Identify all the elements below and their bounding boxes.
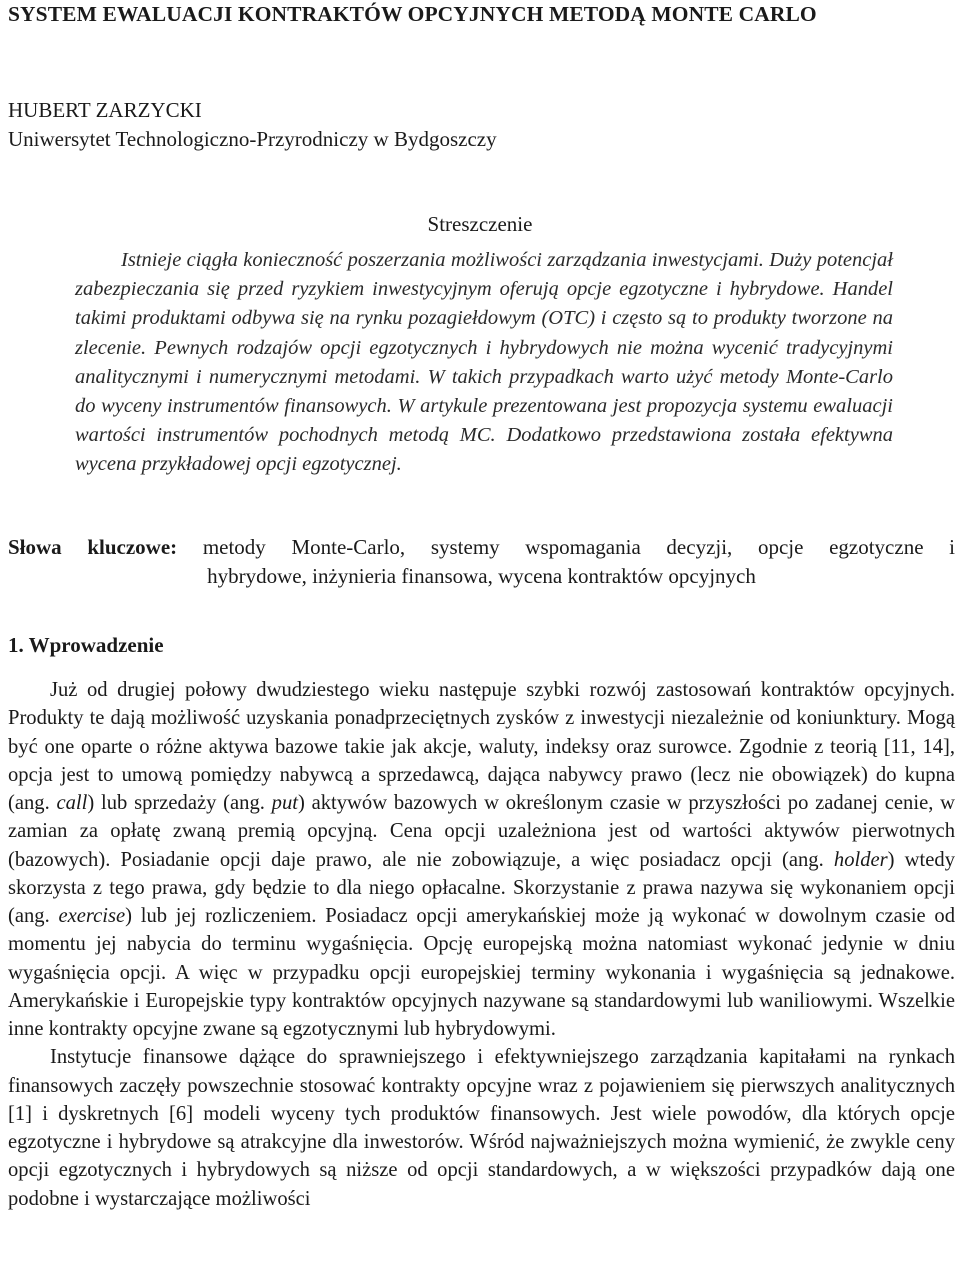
keywords-line-1: [8, 533, 955, 562]
keywords-list-part-1: metody Monte-Carlo, systemy wspomagania decyzji, opcje egzotyczne i: [202, 535, 956, 559]
body-text-fragment: ) lub jej rozliczeniem. Posiadacz opcji amerykańskiej może ją wykonać w dowolnym czasie od momentu jej nabycia do terminu wygaśnięcia. Opcję europejską można natomiast wykonać jedynie w dniu wygaśnięcia opcji. A więc w przypadku opcji europejskiej terminy wykonania i wygaśnięcia są jednakowe. Amerykańskie i Europejskie typy kontraktów opcyjnych nazywane są standardowymi lub waniliowymi. Wszelkie inne kontrakty opcyjne zwane są egzotycznymi lub hybrydowymi.: [8, 905, 956, 1040]
body-paragraph: [8, 676, 955, 1043]
keywords: [8, 533, 955, 590]
keywords-label: Słowa kluczowe:: [8, 535, 178, 559]
body-text-fragment: ) aktywów bazowych w określonym czasie w przyszłości po zadanej cenie, w zamian za opłatę zwaną premią opcyjną. Cena opcji uzależniona jest od wartości aktywów pierwotnych (bazowych). Posiadanie opcji daje prawo, ale nie zobowiązuje, a więc posiadacz opcji (ang.: [8, 792, 955, 871]
section-body: [8, 676, 955, 1213]
keywords-list-part-2: hybrydowe, inżynieria finansowa, wycena kontraktów opcyjnych: [207, 563, 756, 588]
term-holder: holder: [833, 848, 888, 871]
abstract-heading: Streszczenie: [427, 212, 533, 236]
author-affiliation: Uniwersytet Technologiczno-Przyrodniczy w Bydgoszczy: [8, 127, 497, 151]
body-text-fragment: Już od drugiej połowy dwudziestego wieku następuje szybki rozwój zastosowań kontraktów opcyjnych. Produkty te dają możliwość uzyskania ponadprzeciętnych zysków z inwestycji niezależnie od koniunktury. Mogą być one oparte o różne aktywa bazowe takie jak akcje, waluty, indeksy oraz surowce. Zgodnie z teorią [11, 14], opcja jest to umową pomiędzy nabywcą a sprzedawcą, dająca nabywcy prawo (lecz nie obowiązek) do kupna (ang.: [8, 679, 955, 814]
body-text-fragment: ) wtedy skorzysta z tego prawa, gdy będzie to dla niego opłacalne. Skorzystanie z prawa nazywa się wykonaniem opcji (ang.: [8, 848, 955, 927]
abstract-text: Istnieje ciągła konieczność poszerzania możliwości zarządzania inwestycjami. Duży potencjał zabezpieczania się przed ryzykiem inwestycyjnym oferują opcje egzotyczne i hybrydowe. Handel takimi produktami odbywa się na rynku pozagiełdowym (OTC) i często są to produkty tworzone na zlecenie. Pewnych rodzajów opcji egzotycznych i hybrydowych nie można wycenić tradycyjnymi analitycznymi i numerycznymi metodami. W takich przypadkach warto użyć metody Monte-Carlo do wyceny instrumentów finansowych. W artykule prezentowana jest propozycja systemu ewaluacji wartości instrumentów pochodnych metodą MC. Dodatkowo przedstawiona została efektywna wycena przykładowej opcji egzotycznej.: [75, 249, 893, 476]
term-exercise: exercise: [58, 905, 126, 927]
body-paragraph: Instytucje finansowe dążące do sprawniejszego i efektywniejszego zarządzania kapitałami na rynkach finansowych zaczęły powszechnie stosować kontrakty opcyjne wraz z pojawieniem się pierwszych analitycznych [1] i dyskretnych [6] modeli wyceny tych produktów finansowych. Jest wiele powodów, dla których opcje egzotyczne i hybrydowe są atrakcyjne dla inwestorów. Wśród najważniejszych można wymienić, że zwykle ceny opcji egzotycznych i hybrydowych są niższe od opcji standardowych, a w większości przypadków dają one podobne i wystarczające możliwości: [8, 1046, 955, 1210]
term-call: call: [56, 792, 88, 814]
author-name: HUBERT ZARZYCKI: [8, 98, 202, 122]
term-put: put: [271, 792, 298, 814]
body-text-fragment: ) lub sprzedaży (ang.: [87, 792, 272, 814]
paper-title: SYSTEM EWALUACJI KONTRAKTÓW OPCYJNYCH METODĄ MONTE CARLO: [8, 2, 817, 26]
section-heading: 1. Wprowadzenie: [8, 633, 164, 657]
